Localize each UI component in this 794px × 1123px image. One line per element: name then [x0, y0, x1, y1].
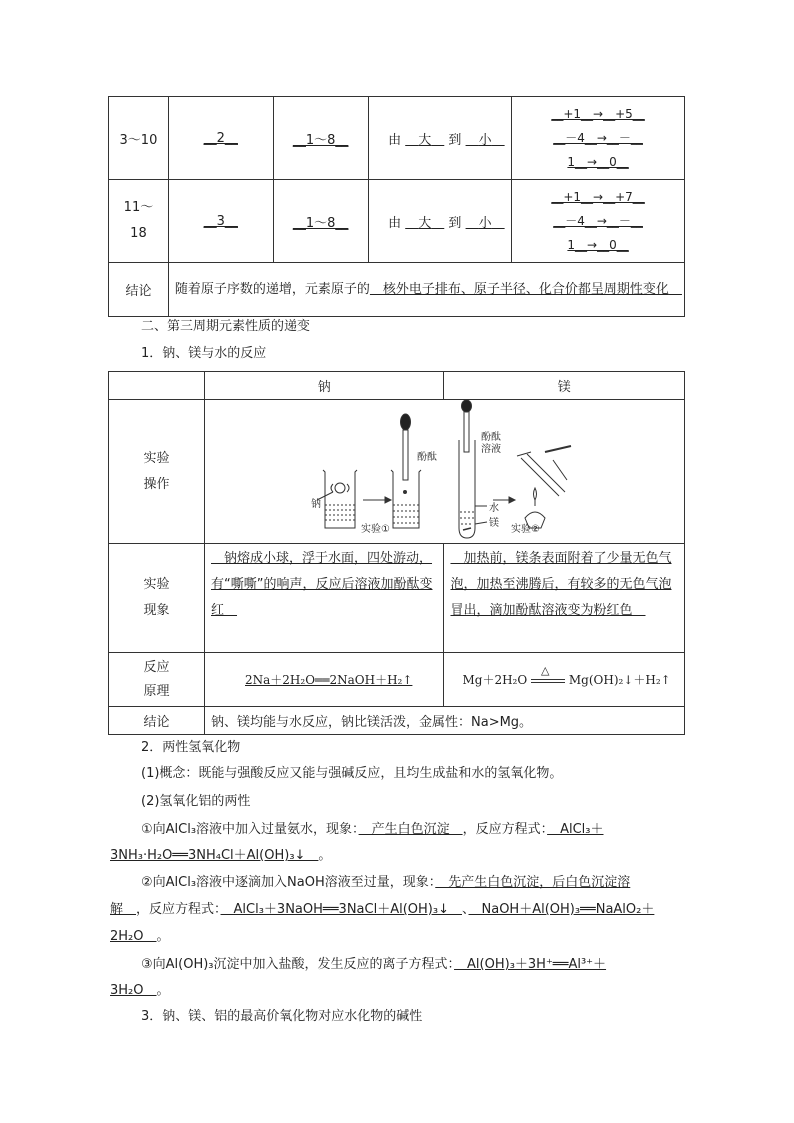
phenolphthalein-solution-label: 酚酞溶液 — [481, 432, 501, 455]
beaker-with-dropper-icon — [391, 414, 421, 528]
table-row — [109, 97, 685, 180]
subsection-title: (2)氢氧化铝的两性 — [141, 794, 251, 809]
header-magnesium: 镁 — [444, 372, 685, 400]
subsection-title: 2．两性氢氧化物 — [141, 740, 241, 755]
magnesium-label: 镁 — [489, 518, 499, 529]
table-header-row — [109, 372, 685, 400]
phenolphthalein-label: 酚酞 — [417, 452, 437, 463]
operation-label: 实验操作 — [109, 400, 205, 544]
sodium-equation: 2Na＋2H₂O══2NaOH＋H₂↑ — [205, 653, 444, 707]
sodium-label: 钠 — [311, 499, 321, 510]
conclusion-cell: 随着原子序数的递增，元素原子的 核外电子排布、原子半径、化合价都呈周期性变化 — [168, 263, 684, 317]
phenomenon-row — [109, 544, 685, 653]
valence-trend-cell: __+1__→__+5__ __－4__→__－__ 1__→__0__ — [512, 97, 685, 180]
item-2-cont2: 2H₂O 。 — [110, 929, 170, 944]
conclusion-label: 结论 — [109, 707, 205, 735]
item-2: ②向AlCl₃溶液中逐滴加入NaOH溶液至过量，现象： 先产生白色沉淀，后白色沉淀溶 — [141, 875, 631, 890]
test-tube-icon — [459, 400, 487, 538]
figure-caption-1: 实验① — [361, 524, 390, 535]
electron-count-cell: __1～8__ — [273, 97, 368, 180]
alcohol-lamp-icon — [517, 446, 571, 528]
operation-row — [109, 400, 685, 544]
radius-trend-cell: 由 大 到 小 — [368, 180, 512, 263]
subsection-title: 1．钠、镁与水的反应 — [141, 346, 267, 361]
item-1: ①向AlCl₃溶液中加入过量氨水，现象： 产生白色沉淀 ，反应方程式： AlCl₃＋ — [141, 822, 604, 837]
period-cell: 11～18 — [109, 180, 169, 263]
magnesium-phenomenon: 加热前，镁条表面附着了少量无色气泡，加热至沸腾后，有较多的无色气泡冒出，滴加酚酞溶液变为粉红色 — [444, 544, 685, 653]
item-1-cont: 3NH₃·H₂O══3NH₄Cl＋Al(OH)₃↓ 。 — [110, 848, 332, 863]
item-3-cont: 3H₂O 。 — [110, 983, 170, 998]
period-cell: 3～10 — [109, 97, 169, 180]
header-sodium: 钠 — [205, 372, 444, 400]
valence-trend-cell: __+1__→__+7__ __－4__→__－__ 1__→__0__ — [512, 180, 685, 263]
figure-caption-2: 实验② — [511, 524, 540, 535]
subsection-title: 3．钠、镁、铝的最高价氧化物对应水化物的碱性 — [141, 1009, 423, 1024]
heat-equals-sign: △ — [531, 674, 565, 688]
na-mg-water-table — [108, 371, 685, 735]
principle-row — [109, 653, 685, 707]
electron-count-cell: __1～8__ — [273, 180, 368, 263]
beaker-icon — [317, 470, 357, 528]
sodium-phenomenon: 钠熔成小球，浮于水面，四处游动，有“嘶嘶”的响声，反应后溶液加酚酞变红 — [205, 544, 444, 653]
experiment-figure-cell — [205, 400, 685, 544]
item-3: ③向Al(OH)₃沉淀中加入盐酸，发生反应的离子方程式： Al(OH)₃＋3H⁺══Al³⁺＋ — [141, 957, 607, 972]
conclusion-cell: 钠、镁均能与水反应，钠比镁活泼，金属性：Na>Mg。 — [205, 707, 685, 735]
shell-count-cell: __2__ — [168, 97, 273, 180]
water-label: 水 — [489, 503, 499, 514]
concept-paragraph: (1)概念：既能与强酸反应又能与强碱反应，且均生成盐和水的氢氧化物。 — [141, 766, 563, 781]
conclusion-label: 结论 — [109, 263, 169, 317]
magnesium-equation: Mg＋2H₂O △ Mg(OH)₂↓＋H₂↑ — [444, 653, 685, 707]
section-title: 二、第三周期元素性质的递变 — [141, 319, 311, 334]
table-row — [109, 180, 685, 263]
periodic-table-fragment — [108, 96, 685, 317]
shell-count-cell: __3__ — [168, 180, 273, 263]
radius-trend-cell: 由 大 到 小 — [368, 97, 512, 180]
item-2-cont: 解 ，反应方程式： AlCl₃＋3NaOH══3NaCl＋Al(OH)₃↓ 、 NaOH＋Al(OH)₃══NaAlO₂＋ — [110, 902, 655, 917]
arrow-icon — [363, 497, 391, 503]
phenomenon-label: 实验现象 — [109, 544, 205, 653]
principle-label: 反应原理 — [109, 653, 205, 707]
conclusion-row — [109, 263, 685, 317]
conclusion-row — [109, 707, 685, 735]
experiment-illustration — [205, 400, 684, 543]
